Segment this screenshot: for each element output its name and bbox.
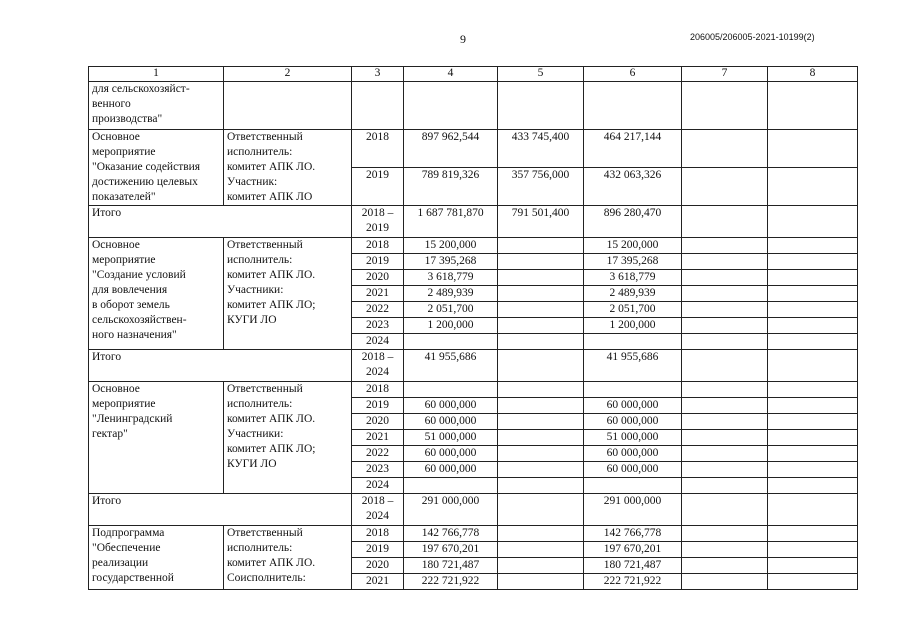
empty-cell: [682, 542, 768, 558]
empty-cell: [682, 430, 768, 446]
total-amount-cell: 1 687 781,870: [404, 206, 498, 238]
federal-amount-cell: [498, 382, 584, 398]
table-row: [89, 130, 858, 168]
year-range-cell: 2018 – 2024: [352, 494, 404, 526]
header-row: [89, 67, 858, 82]
empty-cell: [768, 286, 858, 302]
year-range-cell: 2018 – 2019: [352, 206, 404, 238]
total-amount-cell: 15 200,000: [404, 238, 498, 254]
federal-amount-cell: [498, 558, 584, 574]
total-amount-cell: 60 000,000: [404, 398, 498, 414]
year-cell: 2018: [352, 526, 404, 542]
empty-cell: [682, 130, 768, 168]
federal-amount-cell: [498, 318, 584, 334]
empty-cell: [768, 446, 858, 462]
empty-cell: [768, 206, 858, 238]
regional-amount-cell: 60 000,000: [584, 398, 682, 414]
responsible-cell: Ответственный исполнитель: комитет АПК ЛО. Участники: комитет АПК ЛО; КУГИ ЛО: [224, 382, 352, 494]
regional-amount-cell: [584, 382, 682, 398]
federal-amount-cell: 433 745,400: [498, 130, 584, 168]
federal-amount-cell: [498, 462, 584, 478]
regional-amount-cell: 17 395,268: [584, 254, 682, 270]
total-amount-cell: 197 670,201: [404, 542, 498, 558]
total-amount-cell: 291 000,000: [404, 494, 498, 526]
event-name-cell: Подпрограмма "Обеспечение реализации государственной: [89, 526, 224, 590]
empty-cell: [682, 558, 768, 574]
header-cell: 7: [682, 67, 768, 82]
federal-amount-cell: [498, 350, 584, 382]
budget-table: [88, 66, 858, 590]
year-cell: 2020: [352, 414, 404, 430]
header-cell: 1: [89, 67, 224, 82]
header-cell: 3: [352, 67, 404, 82]
empty-cell: [768, 542, 858, 558]
regional-amount-cell: 432 063,326: [584, 168, 682, 206]
federal-amount-cell: [498, 494, 584, 526]
responsible-cell: Ответственный исполнитель: комитет АПК ЛО. Участники: комитет АПК ЛО; КУГИ ЛО: [224, 238, 352, 350]
regional-amount-cell: 180 721,487: [584, 558, 682, 574]
empty-cell: [768, 574, 858, 590]
header-cell: 8: [768, 67, 858, 82]
regional-amount-cell: 51 000,000: [584, 430, 682, 446]
year-cell: 2018: [352, 130, 404, 168]
total-amount-cell: 17 395,268: [404, 254, 498, 270]
year-cell: 2019: [352, 398, 404, 414]
federal-amount-cell: [498, 446, 584, 462]
year-cell: 2018: [352, 382, 404, 398]
regional-amount-cell: [584, 478, 682, 494]
total-amount-cell: 180 721,487: [404, 558, 498, 574]
year-cell: 2019: [352, 168, 404, 206]
table-row: [89, 238, 858, 254]
header-cell: 5: [498, 67, 584, 82]
empty-cell: [768, 168, 858, 206]
empty-cell: [682, 302, 768, 318]
year-cell: 2019: [352, 542, 404, 558]
empty-cell: [682, 526, 768, 542]
regional-amount-cell: 222 721,922: [584, 574, 682, 590]
total-amount-cell: 789 819,326: [404, 168, 498, 206]
empty-cell: [768, 558, 858, 574]
empty-cell: [768, 270, 858, 286]
total-amount-cell: 2 489,939: [404, 286, 498, 302]
regional-amount-cell: 3 618,779: [584, 270, 682, 286]
total-row: [89, 494, 858, 526]
federal-amount-cell: [498, 414, 584, 430]
year-range-cell: 2018 – 2024: [352, 350, 404, 382]
empty-cell: [682, 494, 768, 526]
header-cell: 4: [404, 67, 498, 82]
empty-cell: [768, 414, 858, 430]
total-amount-cell: 897 962,544: [404, 130, 498, 168]
empty-cell: [682, 254, 768, 270]
empty-cell: [682, 334, 768, 350]
empty-cell: [768, 494, 858, 526]
federal-amount-cell: [498, 430, 584, 446]
empty-cell: [768, 334, 858, 350]
total-label-cell: Итого: [89, 350, 352, 382]
empty-cell: [768, 526, 858, 542]
federal-amount-cell: [498, 334, 584, 350]
total-amount-cell: 60 000,000: [404, 446, 498, 462]
total-label-cell: Итого: [89, 494, 352, 526]
empty-cell: [682, 168, 768, 206]
table-row: [89, 382, 858, 398]
year-cell: 2024: [352, 334, 404, 350]
total-amount-cell: [404, 478, 498, 494]
responsible-cell: Ответственный исполнитель: комитет АПК ЛО. Участник: комитет АПК ЛО: [224, 130, 352, 206]
page-number: 9: [460, 32, 466, 46]
empty-cell: [768, 462, 858, 478]
empty-cell: [682, 398, 768, 414]
empty-cell: [768, 302, 858, 318]
total-row: [89, 206, 858, 238]
total-amount-cell: [404, 382, 498, 398]
empty-cell: [682, 270, 768, 286]
document-code: 206005/206005-2021-10199(2): [690, 32, 815, 42]
regional-amount-cell: 15 200,000: [584, 238, 682, 254]
federal-amount-cell: [498, 478, 584, 494]
regional-amount-cell: 60 000,000: [584, 446, 682, 462]
regional-amount-cell: 1 200,000: [584, 318, 682, 334]
federal-amount-cell: 357 756,000: [498, 168, 584, 206]
year-cell: 2023: [352, 462, 404, 478]
federal-amount-cell: [498, 526, 584, 542]
empty-cell: [682, 478, 768, 494]
federal-amount-cell: [498, 270, 584, 286]
total-amount-cell: 142 766,778: [404, 526, 498, 542]
responsible-cell: Ответственный исполнитель: комитет АПК ЛО. Соисполнитель:: [224, 526, 352, 590]
empty-cell: [768, 478, 858, 494]
total-amount-cell: 3 618,779: [404, 270, 498, 286]
year-cell: 2020: [352, 558, 404, 574]
federal-amount-cell: 791 501,400: [498, 206, 584, 238]
federal-amount-cell: [498, 302, 584, 318]
empty-cell: [768, 238, 858, 254]
total-amount-cell: 51 000,000: [404, 430, 498, 446]
year-cell: 2023: [352, 318, 404, 334]
regional-amount-cell: 464 217,144: [584, 130, 682, 168]
total-amount-cell: 222 721,922: [404, 574, 498, 590]
regional-amount-cell: 2 051,700: [584, 302, 682, 318]
federal-amount-cell: [498, 238, 584, 254]
empty-cell: [768, 130, 858, 168]
empty-cell: [682, 238, 768, 254]
table-row: [89, 82, 858, 130]
regional-amount-cell: 2 489,939: [584, 286, 682, 302]
federal-amount-cell: [498, 286, 584, 302]
empty-cell: [682, 414, 768, 430]
year-cell: 2021: [352, 430, 404, 446]
header-cell: 2: [224, 67, 352, 82]
empty-cell: [768, 350, 858, 382]
empty-cell: [768, 398, 858, 414]
event-name-cell: для сельскохозяйст- венного производства": [89, 82, 224, 130]
total-amount-cell: 1 200,000: [404, 318, 498, 334]
regional-amount-cell: 142 766,778: [584, 526, 682, 542]
total-amount-cell: [404, 334, 498, 350]
year-cell: 2022: [352, 302, 404, 318]
empty-cell: [682, 318, 768, 334]
federal-amount-cell: [498, 574, 584, 590]
total-label-cell: Итого: [89, 206, 352, 238]
regional-amount-cell: 60 000,000: [584, 414, 682, 430]
event-name-cell: Основное мероприятие "Ленинградский гектар": [89, 382, 224, 494]
empty-cell: [682, 462, 768, 478]
federal-amount-cell: [498, 398, 584, 414]
year-cell: 2022: [352, 446, 404, 462]
empty-cell: [682, 206, 768, 238]
regional-amount-cell: 197 670,201: [584, 542, 682, 558]
year-cell: 2021: [352, 286, 404, 302]
table-row: [89, 526, 858, 542]
empty-cell: [682, 382, 768, 398]
year-cell: 2021: [352, 574, 404, 590]
empty-cell: [768, 254, 858, 270]
empty-cell: [682, 446, 768, 462]
total-amount-cell: 60 000,000: [404, 462, 498, 478]
total-amount-cell: 60 000,000: [404, 414, 498, 430]
year-cell: 2019: [352, 254, 404, 270]
regional-amount-cell: [584, 334, 682, 350]
total-row: [89, 350, 858, 382]
year-cell: 2024: [352, 478, 404, 494]
regional-amount-cell: 41 955,686: [584, 350, 682, 382]
total-amount-cell: 2 051,700: [404, 302, 498, 318]
empty-cell: [682, 286, 768, 302]
regional-amount-cell: 60 000,000: [584, 462, 682, 478]
empty-cell: [768, 382, 858, 398]
event-name-cell: Основное мероприятие "Создание условий для вовлечения в оборот земель сельскохозяйствен- ного назначения": [89, 238, 224, 350]
regional-amount-cell: 291 000,000: [584, 494, 682, 526]
total-amount-cell: 41 955,686: [404, 350, 498, 382]
event-name-cell: Основное мероприятие "Оказание содействия достижению целевых показателей": [89, 130, 224, 206]
year-cell: 2018: [352, 238, 404, 254]
year-cell: 2020: [352, 270, 404, 286]
federal-amount-cell: [498, 254, 584, 270]
header-cell: 6: [584, 67, 682, 82]
empty-cell: [682, 574, 768, 590]
empty-cell: [768, 318, 858, 334]
federal-amount-cell: [498, 542, 584, 558]
empty-cell: [768, 430, 858, 446]
regional-amount-cell: 896 280,470: [584, 206, 682, 238]
empty-cell: [682, 350, 768, 382]
